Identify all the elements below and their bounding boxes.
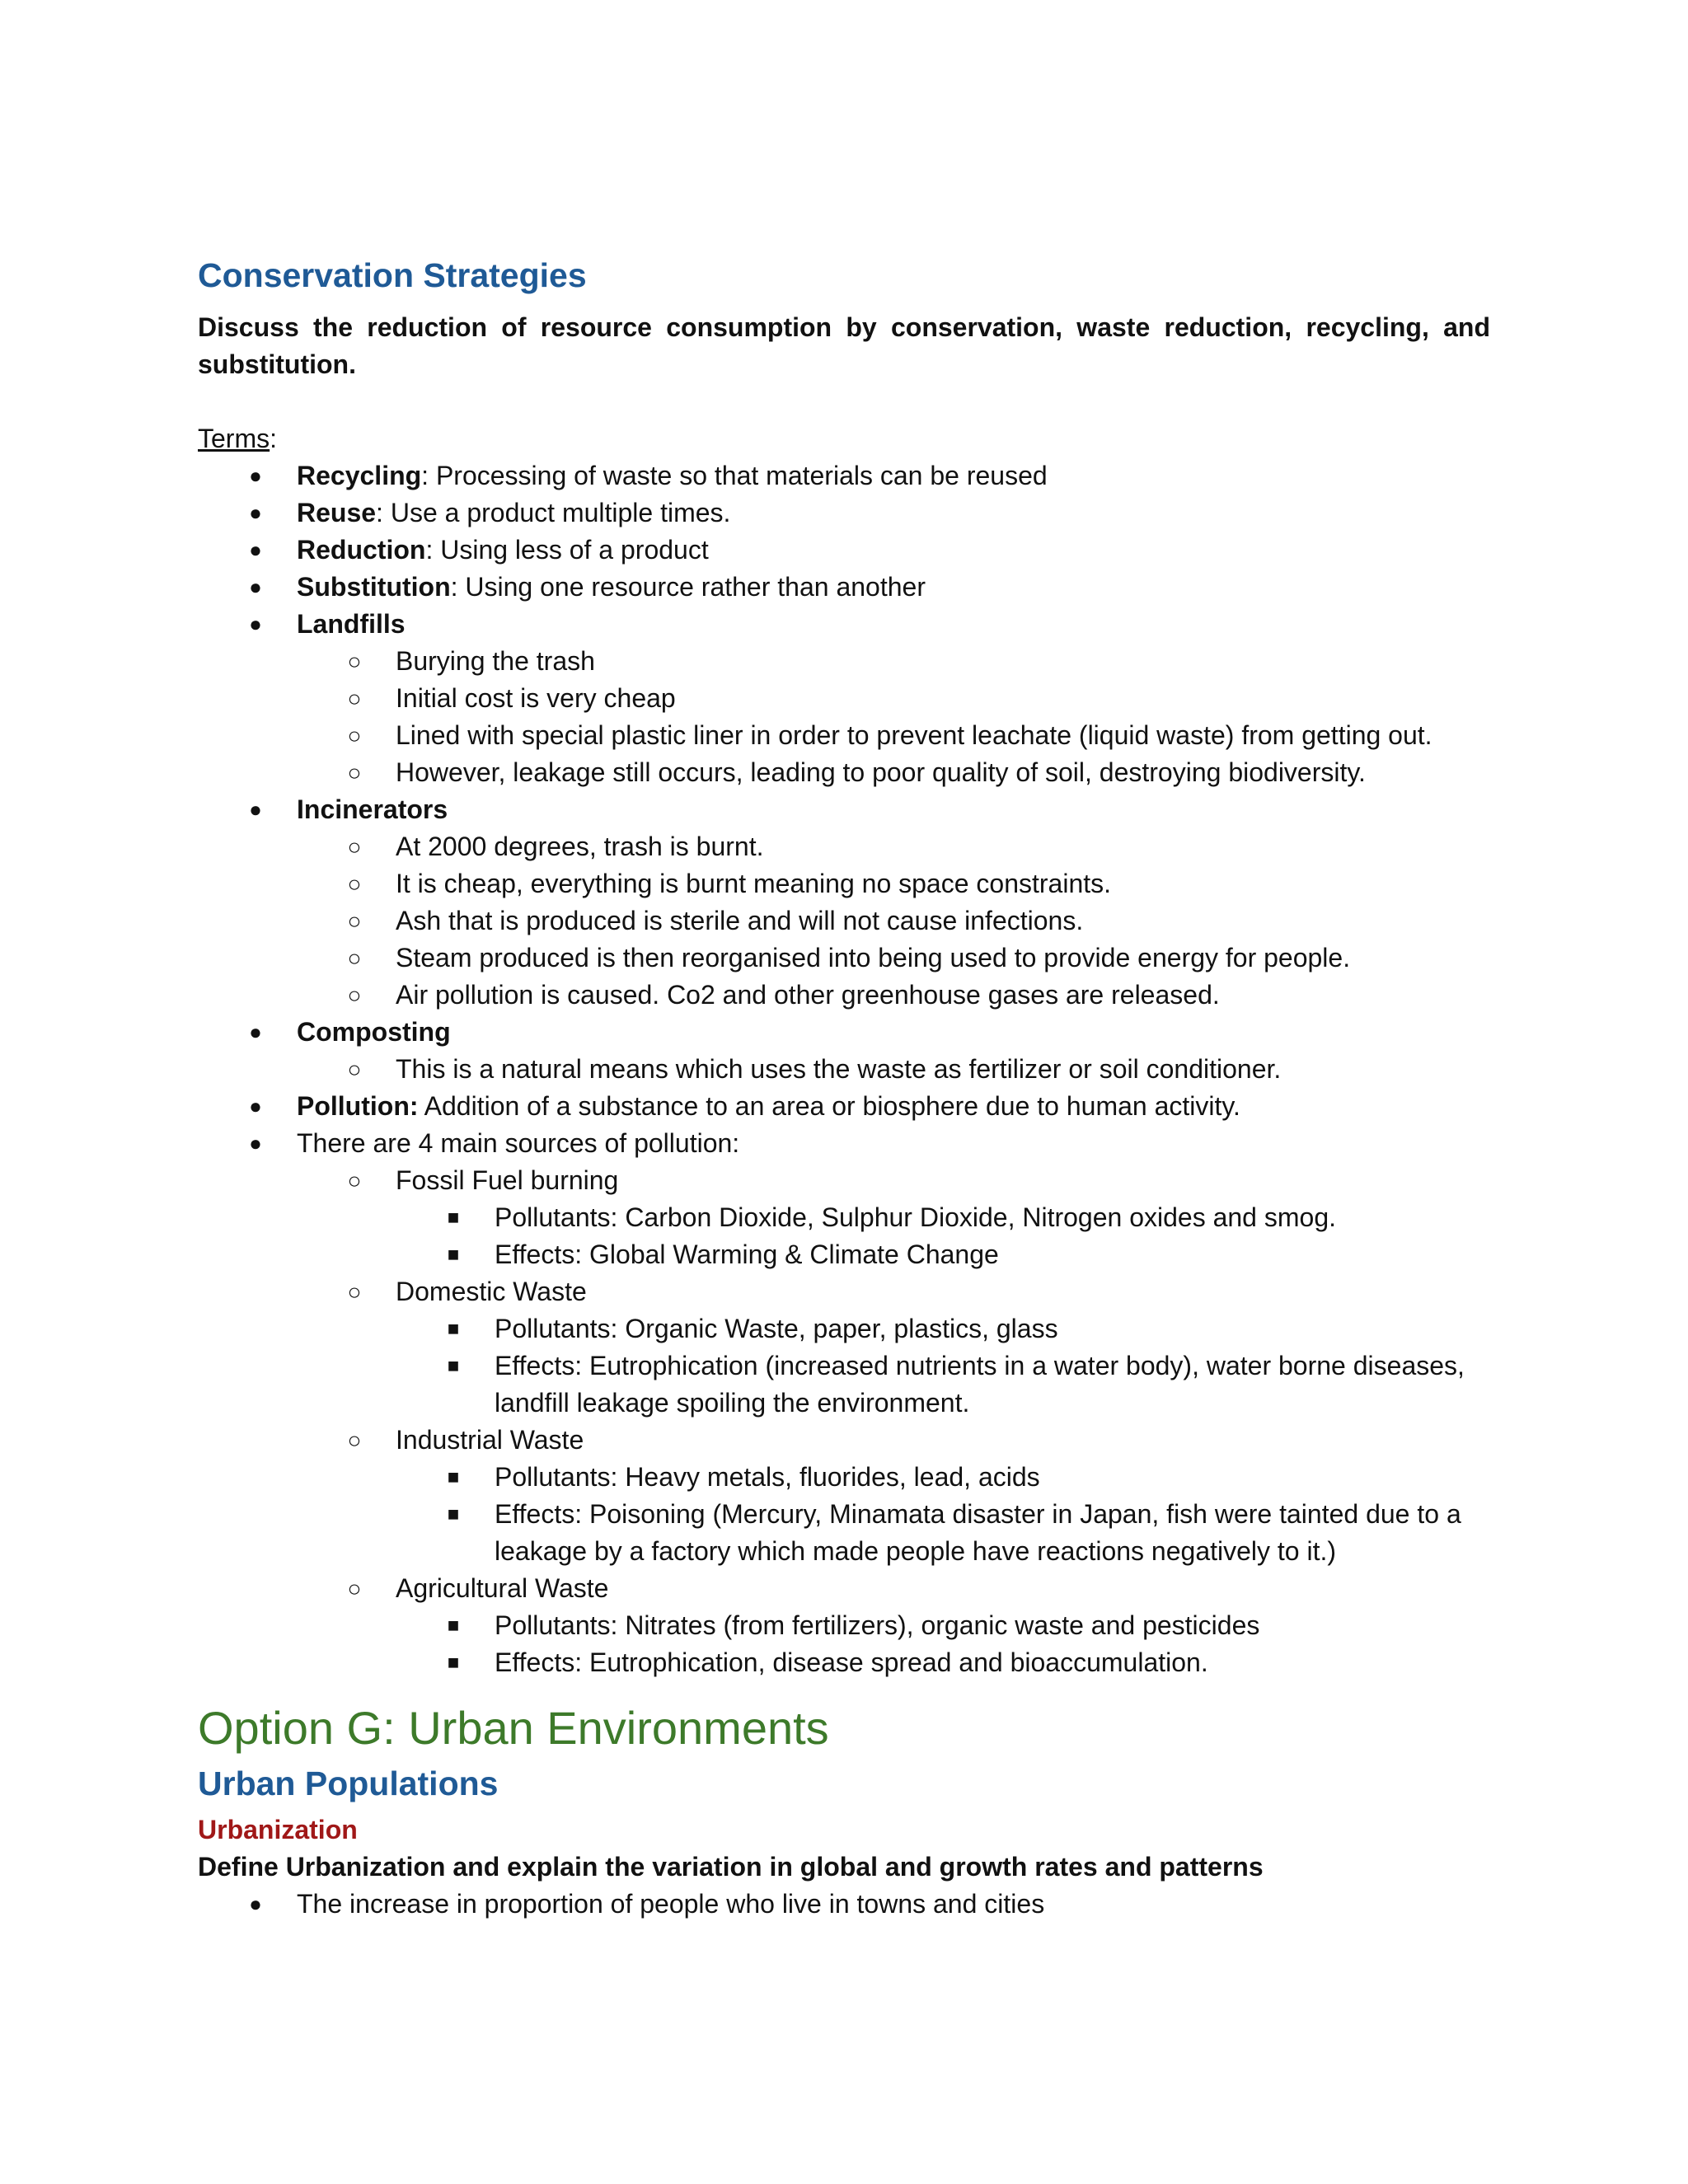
incinerators-sublist: [297, 828, 1490, 1014]
list-item-pollution: [198, 1088, 1490, 1125]
effects-text: Effects: Eutrophication (increased nutrients in a water body), water borne diseases, landfill leakage spoiling the environment.: [495, 1351, 1465, 1418]
bullet-square-icon: ■: [447, 1207, 460, 1230]
list-item: [297, 1422, 1490, 1570]
list-item: [396, 1459, 1490, 1496]
pollutants-text: Pollutants: Carbon Dioxide, Sulphur Dioxide, Nitrogen oxides and smog.: [495, 1202, 1336, 1233]
bullet-disc-icon: ●: [249, 1094, 262, 1119]
bullet-circle-icon: ○: [347, 760, 362, 786]
list-item-text: Ash that is produced is sterile and will not cause infections.: [396, 906, 1084, 936]
list-item: [297, 865, 1490, 902]
source-name: Fossil Fuel burning: [396, 1165, 619, 1196]
list-item-text: The increase in proportion of people who live in towns and cities: [297, 1888, 1045, 1919]
bullet-circle-icon: ○: [347, 982, 362, 1009]
bullet-circle-icon: ○: [347, 1057, 362, 1083]
term-definition: : Use a product multiple times.: [376, 498, 731, 528]
effects-text: Effects: Poisoning (Mercury, Minamata disaster in Japan, fish were tainted due to a leakage by a factory which made people have reactions negatively to it.): [495, 1499, 1461, 1567]
list-item: [297, 1051, 1490, 1088]
list-item-text: Burying the trash: [396, 646, 595, 677]
bullet-square-icon: ■: [447, 1355, 460, 1378]
list-item: [396, 1607, 1490, 1644]
terms-label: Terms: [198, 424, 270, 454]
pollutants-text: Pollutants: Organic Waste, paper, plastics, glass: [495, 1314, 1058, 1344]
bullet-square-icon: ■: [447, 1244, 460, 1267]
sources-intro: There are 4 main sources of pollution:: [297, 1128, 740, 1159]
bullet-disc-icon: ●: [249, 1891, 262, 1916]
source-name: Industrial Waste: [396, 1425, 584, 1455]
list-item: [396, 1310, 1490, 1347]
term-name: Pollution:: [297, 1091, 419, 1122]
pollutants-text: Pollutants: Heavy metals, fluorides, lead, acids: [495, 1462, 1040, 1493]
term-name: Reuse: [297, 498, 377, 528]
terms-colon: :: [270, 424, 277, 454]
bullet-disc-icon: ●: [249, 463, 262, 489]
bullet-circle-icon: ○: [347, 834, 362, 860]
list-item: [396, 1496, 1490, 1570]
bullet-square-icon: ■: [447, 1615, 460, 1638]
source-name: Agricultural Waste: [396, 1573, 609, 1604]
list-item-landfills: [198, 606, 1490, 791]
bullet-disc-icon: ●: [249, 1131, 262, 1156]
term-name: Composting: [297, 1017, 451, 1047]
bullet-square-icon: ■: [447, 1318, 460, 1341]
option-title: Option G: Urban Environments: [198, 1702, 829, 1755]
bullet-disc-icon: ●: [249, 574, 262, 600]
bullet-square-icon: ■: [447, 1503, 460, 1526]
term-name: Substitution: [297, 572, 451, 602]
urbanization-list: [198, 1886, 1490, 1923]
bullet-circle-icon: ○: [347, 945, 362, 972]
term-name: Reduction: [297, 535, 426, 565]
bullet-circle-icon: ○: [347, 1279, 362, 1305]
source-name: Domestic Waste: [396, 1277, 587, 1307]
bullet-disc-icon: ●: [249, 537, 262, 563]
list-item-sources: [198, 1125, 1490, 1681]
term-name: Landfills: [297, 609, 406, 640]
term-definition: : Using one resource rather than another: [450, 572, 926, 602]
term-definition: Addition of a substance to an area or biosphere due to human activity.: [418, 1091, 1240, 1122]
terms-heading: [198, 420, 1490, 457]
bullet-circle-icon: ○: [347, 1427, 362, 1454]
list-item: [198, 457, 1490, 494]
term-name: Recycling: [297, 461, 422, 491]
list-item: [297, 717, 1490, 754]
bullet-circle-icon: ○: [347, 1576, 362, 1602]
effects-text: Effects: Global Warming & Climate Change: [495, 1240, 999, 1270]
list-item: [297, 643, 1490, 680]
list-item-text: Lined with special plastic liner in order to prevent leachate (liquid waste) from getting out.: [396, 720, 1432, 751]
bullet-circle-icon: ○: [347, 686, 362, 712]
list-item-text: This is a natural means which uses the waste as fertilizer or soil conditioner.: [396, 1054, 1282, 1085]
landfills-sublist: [297, 643, 1490, 791]
list-item: [297, 754, 1490, 791]
effects-text: Effects: Eutrophication, disease spread and bioaccumulation.: [495, 1647, 1208, 1678]
source-details: [396, 1607, 1490, 1681]
term-definition: : Using less of a product: [425, 535, 709, 565]
source-details: [396, 1459, 1490, 1570]
term-definition: : Processing of waste so that materials can be reused: [421, 461, 1048, 491]
sources-sublist: [297, 1162, 1490, 1681]
term-name: Incinerators: [297, 794, 448, 825]
list-item-text: Steam produced is then reorganised into being used to provide energy for people.: [396, 943, 1351, 973]
bullet-disc-icon: ●: [249, 797, 262, 823]
terms-list: [198, 457, 1490, 1681]
spacer: [198, 383, 1490, 420]
source-details: [396, 1199, 1490, 1273]
composting-sublist: [297, 1051, 1490, 1088]
bullet-disc-icon: ●: [249, 612, 262, 637]
list-item: [396, 1347, 1490, 1422]
list-item: [297, 902, 1490, 940]
bullet-circle-icon: ○: [347, 871, 362, 898]
list-item-incinerators: [198, 791, 1490, 1014]
list-item: [396, 1199, 1490, 1236]
list-item: [396, 1644, 1490, 1681]
list-item-text: Air pollution is caused. Co2 and other greenhouse gases are released.: [396, 980, 1220, 1010]
list-item: [297, 940, 1490, 977]
pollutants-text: Pollutants: Nitrates (from fertilizers), organic waste and pesticides: [495, 1610, 1260, 1641]
definition-prompt: Define Urbanization and explain the variation in global and growth rates and patterns: [198, 1851, 1264, 1882]
list-item: [297, 977, 1490, 1014]
list-item: [198, 569, 1490, 606]
list-item: [297, 680, 1490, 717]
bullet-square-icon: ■: [447, 1466, 460, 1489]
list-item-text: However, leakage still occurs, leading to poor quality of soil, destroying biodiversity.: [396, 757, 1366, 788]
bullet-circle-icon: ○: [347, 908, 362, 935]
list-item: [297, 828, 1490, 865]
bullet-circle-icon: ○: [347, 649, 362, 675]
source-details: [396, 1310, 1490, 1422]
list-item-text: At 2000 degrees, trash is burnt.: [396, 832, 764, 862]
bullet-disc-icon: ●: [249, 500, 262, 526]
list-item: [297, 1162, 1490, 1273]
list-item: [198, 1886, 1490, 1923]
list-item: [396, 1236, 1490, 1273]
subsection-title: Urbanization: [198, 1814, 358, 1844]
bullet-circle-icon: ○: [347, 723, 362, 749]
list-item-text: It is cheap, everything is burnt meaning no space constraints.: [396, 869, 1112, 899]
discussion-prompt: Discuss the reduction of resource consumption by conservation, waste reduction, recycling, and substitution.: [198, 312, 1490, 380]
list-item: [297, 1273, 1490, 1422]
section-title: Urban Populations: [198, 1765, 499, 1803]
bullet-circle-icon: ○: [347, 1168, 362, 1194]
section-title: Conservation Strategies: [198, 256, 587, 294]
bullet-disc-icon: ●: [249, 1019, 262, 1045]
list-item: [198, 494, 1490, 532]
bullet-square-icon: ■: [447, 1652, 460, 1675]
list-item-composting: [198, 1014, 1490, 1088]
list-item: [198, 532, 1490, 569]
list-item: [297, 1570, 1490, 1681]
list-item-text: Initial cost is very cheap: [396, 683, 676, 714]
